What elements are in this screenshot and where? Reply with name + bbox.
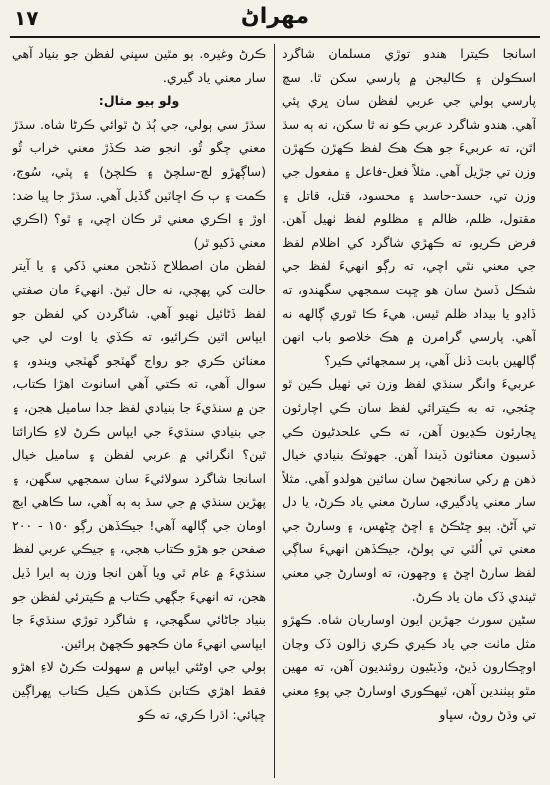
left-paragraph-3: لفظن مان اصطلاح ڏنڻجن معني ڏکي ۽ يا آيتر حالت کي پهچي، نه حال ٽيڻ. انهيءَ مان صفتي لفظ ڏڻائيل ٺهيو آهي. شاگردن کي لفظن جو ايپاس اٿين ڪرائيو، ته ڪڏي يا اوت لي جي معنائن ڪري جو رواج گهٽجو گهٽجي ويندو، ۽ سوال آهي، ته ڪتي آهي اسانوٽ اهڙا ڪتاب، جن ۾ سنڌيءَ جا بنيادي لفظ جدا ساميل هجن، ۽ جي بنيادي سنڌيءَ جي ايپاس ڪرڻ لاءِ ڪارائتا ٿين؟ انگرائي ۾ عربي لفظن ۽ ساميل خيال اسانجا شاگرد سولائيءَ سان سمجهي سگهن، ۽ پهڙين سنڌي ۾ جي سڌ ٻه ٻه آهي، سا ڪاهي ايچ اومان جي ڳالهه آهي! جيڪڏهن رڳو ١٥٠ - ٢٠٠ صفحن جو هڙو ڪتاب هجي، ۽ جيڪي عربي لفظ سنڌيءَ ۾ عام ٿي ويا آهن انجا وزن ٻه ايرا ڏيل هجن، ته انهيءَ جڳهي ڪتاب ۾ ڪيترئي لفظن جو بنياد جاڻائي سگهجي، ۽ شاگرد توڙي سنڌيءَ جا ايپاسي انهيءَ مان ڪجهو ڪچهڻ ٻرائين. — [12, 258, 266, 651]
right-paragraph-2: عربيءَ وانگر سنڌي لفظ وزن تي ٺهيل ڪين ٿو چئجي، ته به ڪيترائي لفظ سان ڪي اچارئون ڀڃارئون ڪڍيون آهن، ته ڪي علحدڻيون ڪي ڏسيون معنائون ڏيندا آهن. جهوٽڪ بنيادي خيال ذهن ۾ رکي سانجهڻ سان سائين هولدو آهي. مثلاً سار معني پادگيري، سارڻ معني ياد ڪرڻ، يا دل تي آڻڻ. ٻيو ڇڻڪڻ ۽ اڇڻ ڇڻهس، ۽ وسارڻ جي معني تي اُلٽي تي ٻولڻ، جيڪڏهن انهيءَ ساڳي لفظ سارڻ اڇڻ ۽ وڄهون، ته اوسارڻ جي معني ٿيندي ڏک مان ياد ڪرڻ. — [282, 376, 536, 604]
column-divider — [274, 44, 275, 778]
left-column — [12, 42, 266, 778]
running-title: مهراڻ — [240, 4, 310, 29]
page-number: ١٧ — [14, 6, 39, 30]
right-column — [282, 42, 536, 778]
right-paragraph-1: اسانجا ڪيترا هندو توڙي مسلمان شاگرد اسڪولن ۽ ڪاليجن ۾ پارسي سکن ٿا. سچ پارسي ٻولي جي عربي لفظن سان ڀري پئي آهي. هندو شاگرد عربي ڪو نه ٿا سکن، نه ٻه سڌ اٿن، ته عربيءَ جو هڪ هڪ لفظ ڪهڙن ڪهڙن وزن تي جڙيل آهي. مثلاً فعل-فاعل ۽ مفعول جي وزن تي، حسد-حاسد ۽ محسود، قتل، قاتل ۽ مقتول، ظلم، ظالم ۽ مظلوم لفظ ٺهيل آهن. فرض ڪريو، ته ڪهڙي شاگرد کي اظلام لفظ جي معني نٿي اچي، ته رڳو انهيءَ لفظ جي شڪل ڏسڻ سان هو ڇپت سمجهي سگهندو، ته ڏاڍو يا بيداد ظلم ٿيس. هيءَ ڪا ٿوري ڳالهه نه آهي. پارسي گرامرن ۾ هڪ خلاصو باب انهن ڳالهين بابت ڏنل آهي، پر سمجهائي ڪير؟ — [282, 46, 536, 368]
left-subheading: ولو ٻيو مثال: — [98, 93, 180, 109]
left-paragraph-4: ٻولي جي اوڻئي ايپاس ۾ سهولت ڪرڻ لاءِ اهڙو فقط اهڙي ڪتابن ڪڏهن ڪيل ڪتاب ڀهراڳين ڇپائي: اڌرا ڪري، ته ڪو — [12, 659, 266, 722]
right-paragraph-3: سڻين سورٺ جهڙين ايون اوساريان شاه. ڪهڙو مثل ماٺت جي ياد ڪيري ڪري زالون ڏک وڃان اوڇڪارون ڏيڻ، وڏيڻيون روئنديون آهن، ته مهين مٿو ٻيٺندين آهن، ٽيهڪوري اوسارڻ جي پوءِ معني تي وڌڻ روڻ، سڀاو — [282, 612, 536, 722]
left-paragraph-1: ڪرڻ وغيره. ٻو مٿين سڀني لفظن جو بنياد آهي سار معني ياد گيري. — [12, 46, 266, 85]
header-rule — [10, 36, 540, 38]
left-paragraph-2: سڌڙ سي ٻولي، جي ٻُڌ ڻ ٿوائي ڪرڻا شاه. سڌڙ معني چگو ٿُو. انجو ضد ڪڏڙ معني خراب ٿُو (ساڳهڙو لچ-سلچڻ ۽ ڪلچڻ) ۽ پٽي، سُوڄ، ڪمت ۽ ٻ ڪ اڇاٽين گڏيل آهي. سڌڙ جا پيا ضد: اوڙ ۽ اڪري معني ٿر ڪان اچي، ۽ ٿو؟ (اڪري معني ڏکيو ٿر) — [12, 116, 266, 250]
page-header — [0, 0, 550, 40]
